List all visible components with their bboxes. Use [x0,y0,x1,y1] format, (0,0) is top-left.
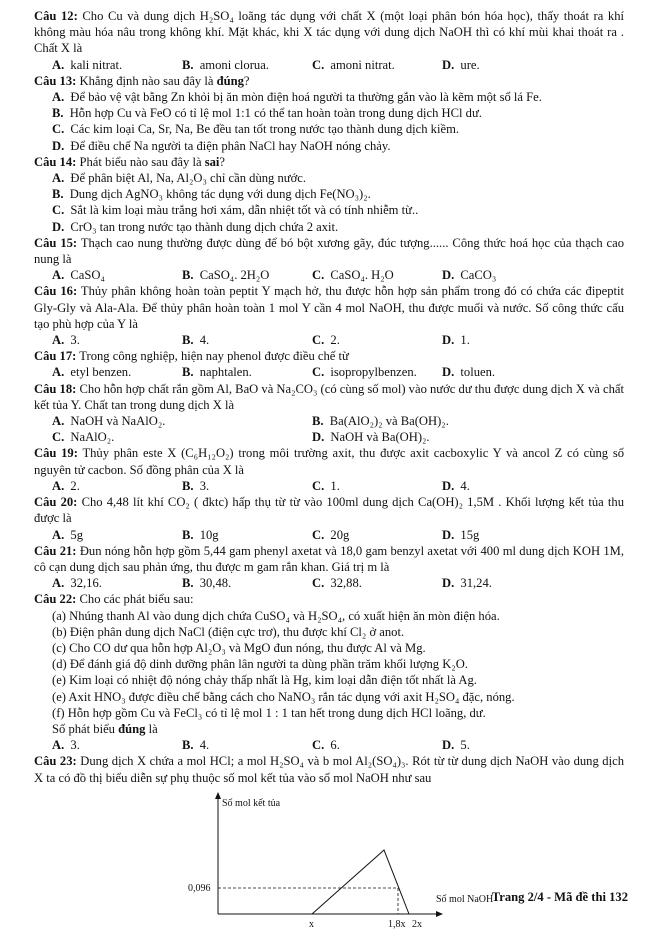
page-footer: Trang 2/4 - Mã đề thi 132 [491,889,628,904]
question-number: Câu 23: [34,754,77,769]
option-b[interactable]: B. Ba(AlO₂)₂ và Ba(OH)₂. [312,414,449,429]
question-emphasis: sai [204,154,220,169]
question-20 [34,494,624,543]
y-axis-label: Số mol kết tủa [222,797,281,809]
question-prompt: Số phát biểu đúng là [52,721,158,736]
question-number: Câu 12: [34,9,78,23]
options-row [34,364,624,380]
question-number: Câu 14: [34,154,77,169]
options-grid [34,413,624,445]
option-c[interactable]: C. Sắt là kim loại màu trắng hơi xám, dẫn nhiệt tốt và có tính nhiễm từ.. [52,203,419,218]
option-a[interactable]: A. Để bảo vệ vật bằng Zn khỏi bị ăn mòn điện hoá người ta thường gắn vào là kẽm một số lá Fe. [52,90,542,105]
x-tick-x: x [309,918,314,930]
option-c[interactable]: C. NaAlO₂. [52,430,115,445]
statement-f: (f) Hỗn hợp gồm Cu và FeCl₃ có tỉ lệ mol 1 : 1 tan hết trong dung dịch HCl loãng, dư. [52,705,486,720]
question-text: Thủy phân không hoàn toàn peptit Y mạch hở, thu được hỗn hợp sản phẩm trong đó có chứa các đipeptit Gly-Gly và Ala-Ala. Để thủy phân hoàn toàn 1 mol Y cần 4 mol NaOH, thu được muối và nước. Số công thức cấu tạo phù hợp của Y là [34,284,624,331]
option-b[interactable]: B. Hỗn hợp Cu và FeO có tỉ lệ mol 1:1 có thể tan hoàn toàn trong dung dịch HCl dư. [52,106,482,121]
option-b[interactable]: B. Dung dịch AgNO₃ không tác dụng với dung dịch Fe(NO₃)₂. [52,187,371,202]
x-axis-label: Số mol NaOH [436,893,494,905]
option-b[interactable]: B. 10g [182,527,219,542]
option-a[interactable]: A. 32,16. [52,576,102,591]
option-c[interactable]: C. 6. [312,738,340,753]
option-d[interactable]: D. CaCO₃ [442,268,497,283]
question-21 [34,543,624,592]
question-text: Thạch cao nung thường được dùng để bó bột xương gãy, đúc tượng...... Công thức hoá học của thạch cao nung là [34,235,625,267]
option-d[interactable]: D. NaOH và Ba(OH)₂. [312,430,430,445]
question-12 [34,8,624,73]
question-text: Cho 4,48 lít khí CO₂ ( đktc) hấp thụ từ từ vào 100ml dung dịch Ca(OH)₂ 1,5M . Khối lượng kết tủa thu được là [34,495,624,526]
option-d[interactable]: D. 31,24. [442,576,492,591]
precipitate-graph [34,786,624,936]
question-16 [34,283,624,348]
question-number: Câu 18: [34,381,77,396]
question-text-end: ? [243,73,250,88]
x-tick-2x: 2x [412,918,422,930]
statement-c: (c) Cho CO dư qua hỗn hợp Al₂O₃ và MgO đun nóng, thu được Al và Mg. [52,640,426,655]
option-d[interactable]: D. CrO₃ tan trong nước tạo thành dung dịch chứa 2 axit. [52,219,339,234]
question-13 [34,73,624,154]
option-a[interactable]: A. 2. [52,478,80,493]
options-row [34,332,624,348]
option-d[interactable]: D. Để điều chế Na người ta điện phân NaCl hay NaOH nóng chảy. [52,138,391,153]
option-b[interactable]: B. 30,48. [182,576,232,591]
precipitate-curve [312,850,409,914]
option-b[interactable]: B. 4. [182,738,210,753]
question-text-end: ? [219,154,226,169]
option-c[interactable]: C. CaSO₄. H₂O [312,268,394,283]
option-a[interactable]: A. 5g [52,527,83,542]
question-text: Đun nóng hỗn hợp gồm 5,44 gam phenyl axetat và 18,0 gam benzyl axetat với 400 ml dung dịch KOH 1M, cô cạn dung dịch sau phản ứng, thu được m gam rắn khan. Giá trị m là [34,543,624,574]
question-number: Câu 17: [34,349,77,364]
option-d[interactable]: D. ure. [442,57,480,72]
options-row [34,267,624,283]
question-text: Thủy phân este X (C₆H₁₂O₂) trong môi trường axit, thu được axit cacboxylic Y và ancol Z có cùng số nguyên tử cacbon. Số đồng phân của X là [34,446,625,477]
x-axis-arrow [436,911,443,917]
option-a[interactable]: A. 3. [52,738,80,753]
question-text: Khẳng định nào sau đây là [79,73,214,88]
option-b[interactable]: B. amoni clorua. [182,57,269,72]
question-17 [34,348,624,380]
question-number: Câu 22: [34,592,77,607]
question-19 [34,445,624,494]
option-d[interactable]: D. 1. [442,333,470,348]
option-c[interactable]: C. Các kim loại Ca, Sr, Na, Be đều tan tốt trong nước tạo thành dung dịch kiềm. [52,122,460,137]
y-tick-label: 0,096 [188,882,211,894]
question-text: Dung dịch X chứa a mol HCl; a mol H₂SO₄ và b mol Al₂(SO₄)₃. Rót từ từ dung dịch NaOH vào dung dịch X ta có đồ thị biểu diễn sự phụ thuộc số mol kết tủa vào số mol NaOH như sau [34,754,624,785]
question-text: Phát biểu nào sau đây là [79,154,202,169]
options-row [34,737,624,753]
question-23 [34,753,624,935]
option-c[interactable]: C. 1. [312,478,340,493]
option-d[interactable]: D. 5. [442,738,470,753]
question-text: Cho các phát biểu sau: [79,592,194,607]
option-c[interactable]: C. 2. [312,333,340,348]
question-22 [34,591,624,753]
options-row [34,478,624,494]
x-tick-1-8x: 1,8x [388,918,406,930]
option-c[interactable]: C. 20g [312,527,350,542]
graph-svg [184,786,514,931]
statement-e: (e) Kim loại có nhiệt độ nóng chảy thấp nhất là Hg, kim loại dẫn điện tốt nhất là Ag. [52,673,477,688]
y-axis-arrow [215,792,221,799]
question-text: Cho hỗn hợp chất rắn gồm Al, BaO và Na₂CO₃ (có cùng số mol) vào nước dư thu được dung dịch X và chất kết tủa Y. Chất tan trong dung dịch X là [34,381,624,412]
question-14 [34,154,624,235]
question-15 [34,235,624,284]
statement-list [34,608,624,738]
option-b[interactable]: B. CaSO₄. 2H₂O [182,268,270,283]
option-a[interactable]: A. CaSO₄ [52,268,105,283]
option-c[interactable]: C. 32,88. [312,576,362,591]
option-b[interactable]: B. 4. [182,333,210,348]
question-number: Câu 13: [34,73,77,88]
option-c[interactable]: C. amoni nitrat. [312,57,395,72]
option-a[interactable]: A. etyl benzen. [52,365,132,380]
option-b[interactable]: B. naphtalen. [182,365,252,380]
question-18 [34,381,624,446]
question-number: Câu 19: [34,446,78,461]
option-a[interactable]: A. kali nitrat. [52,57,123,72]
question-number: Câu 16: [34,284,78,299]
option-c[interactable]: C. isopropylbenzen. [312,365,417,380]
options-list [34,89,624,154]
question-emphasis: đúng [216,73,244,88]
question-number: Câu 15: [34,235,78,250]
options-list [34,170,624,235]
option-a[interactable]: A. Để phân biệt Al, Na, Al₂O₃ chỉ cần dùng nước. [52,171,307,186]
options-row [34,575,624,591]
question-text: Cho Cu và dung dịch H₂SO₄ loãng tác dụng với chất X (một loại phân bón hóa học), thấy thoát ra khí không màu hóa nâu trong không khí. Mặt khác, khi X tác dụng với dung dịch NaOH thì có khí mùi khai thoát ra . Chất X là [34,9,624,56]
option-a[interactable]: A. 3. [52,333,80,348]
question-number: Câu 20: [34,495,78,510]
option-d[interactable]: D. 4. [442,478,470,493]
question-number: Câu 21: [34,543,77,558]
options-row [34,57,624,73]
option-b[interactable]: B. 3. [182,478,210,493]
question-text: Trong công nghiệp, hiện nay phenol được điều chế từ [79,349,349,364]
statement-e2: (e) Axit HNO₃ được điều chế bằng cách cho NaNO₃ rắn tác dụng với axit H₂SO₄ đặc, nóng. [52,689,515,704]
statement-d: (d) Để đánh giá độ dinh dưỡng phân lân người ta dùng phần trăm khối lượng K₂O. [52,657,468,672]
statement-a: (a) Nhúng thanh Al vào dung dịch chứa CuSO₄ và H₂SO₄, có xuất hiện ăn mòn điện hóa. [52,608,500,623]
options-row [34,527,624,543]
option-d[interactable]: D. 15g [442,527,480,542]
statement-b: (b) Điện phân dung dịch NaCl (điện cực trơ), thu được khí Cl₂ ở anot. [52,624,405,639]
option-d[interactable]: D. toluen. [442,365,496,380]
option-a[interactable]: A. NaOH và NaAlO₂. [52,414,166,429]
